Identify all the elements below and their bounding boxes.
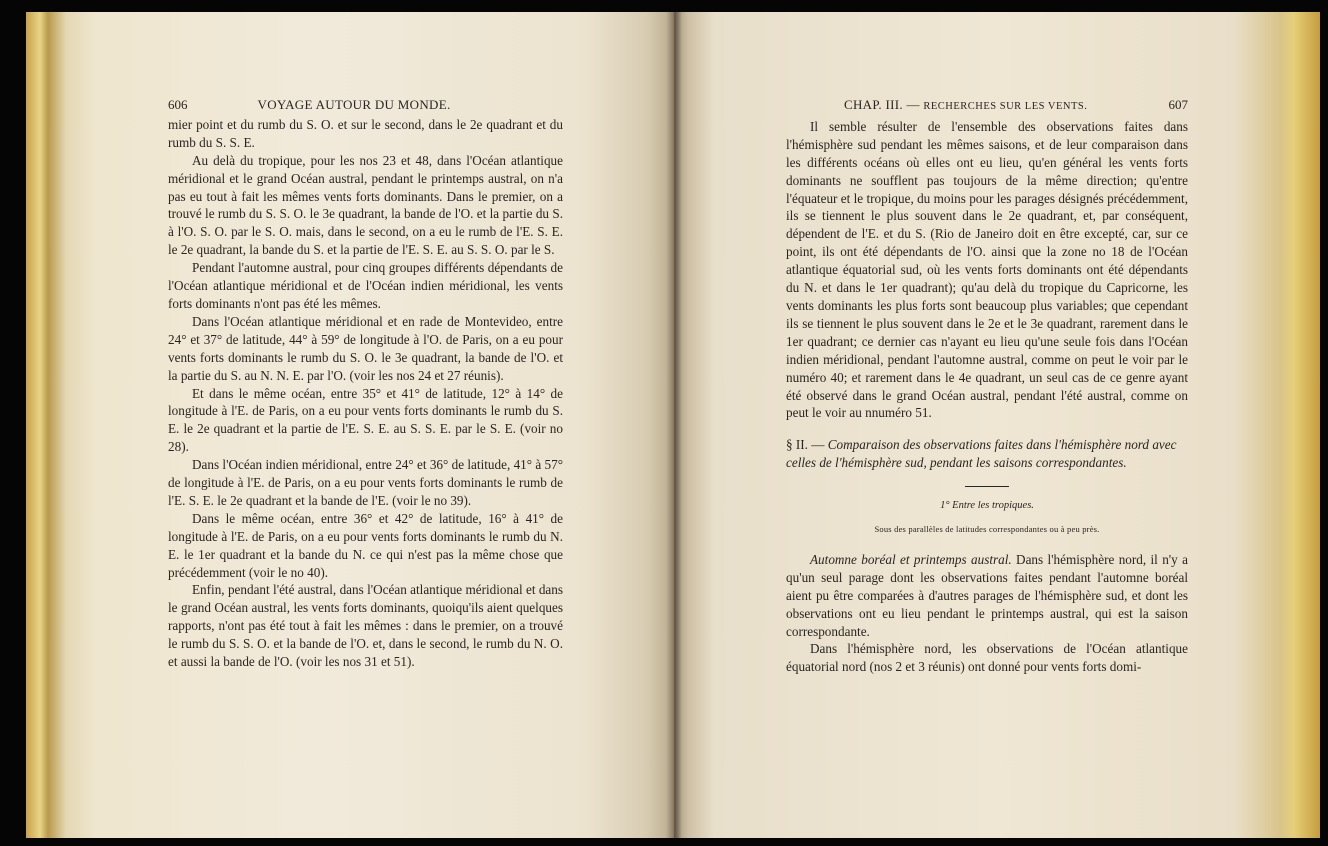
section-divider: [965, 486, 1009, 487]
left-page-header: [168, 96, 563, 114]
section-title: Comparaison des observations faites dans l'hémisphère nord avec celles de l'hémisphère sud, pendant les saisons correspondantes.: [786, 437, 1177, 471]
chapter-title: RECHERCHES SUR LES VENTS.: [923, 101, 1088, 112]
section-heading: [786, 436, 1188, 472]
left-page-number: 606: [168, 97, 188, 112]
paragraph: Il semble résulter de l'ensemble des observations faites dans l'hémisphère sud pendant les mêmes saisons, et de leur comparaison dans les différents océans où elles ont eu lieu, qu'en général les vents forts dominants ne soufflent pas toujours de la même direction; qu'entre l'équateur et le tropique, du moins pour les parages désignés précédemment, ils se tiennent le plus souvent dans le 2e quadrant, et, par conséquent, dépendent de l'E. et du S. (Rio de Janeiro doit en être excepté, car, sur ce point, ils ont été dépendants de l'O. ainsi que la zone no 18 de l'Océan atlantique équatorial sud, où les vents forts dominants ont été dépendants du N. et dans le 1er quadrant); qu'au delà du tropique du Capricorne, les vents dominants les plus forts sont beaucoup plus variables; que cependant ils se tiennent le plus souvent dans le 2e et le 3e quadrant, rarement dans le 1er quadrant; ce dernier cas n'ayant eu lieu qu'une seule fois dans l'Océan indien méridional, pendant l'automne austral, comme on peut le voir par le numéro 40; et rarement dans le 4e quadrant, un seul cas de ce genre ayant été observé dans le grand Océan austral, pendant l'été austral, comme on peut le voir au nnuméro 51.: [786, 118, 1188, 421]
right-page-text: [786, 96, 1188, 676]
left-page-text: [168, 96, 563, 671]
spacer: [786, 539, 1188, 551]
subheading-note: Sous des parallèles de latitudes correspondantes ou à peu près.: [874, 524, 1100, 535]
right-page-running-title: [844, 96, 1087, 116]
left-page-running-title: VOYAGE AUTOUR DU MONDE.: [257, 97, 451, 112]
subheading: [786, 497, 1188, 515]
paragraph: Dans l'Océan atlantique méridional et en rade de Montevideo, entre 24° et 37° de latitude, 44° à 59° de longitude à l'O. de Paris, on a eu pour vents forts dominants le rumb du S. O. le 3e quadrant, la bande de l'O. et la partie du S. au N. N. E. par l'O. (voir les nos 24 et 27 réunis).: [168, 313, 563, 383]
paragraph-lead: Automne boréal et printemps austral.: [810, 551, 1012, 567]
paragraph: Enfin, pendant l'été austral, dans l'Océan atlantique méridional et dans le grand Océan austral, les vents forts dominants, quoiqu'ils aient quelques rapports, n'ont pas été tout à fait les mêmes : dans le premier, on a trouvé le rumb du S. S. O. et la bande de l'O. et, dans le second, le rumb du N. O. et aussi la bande de l'O. (voir les nos 31 et 51).: [168, 582, 563, 670]
paragraph: Au delà du tropique, pour les nos 23 et 48, dans l'Océan atlantique méridional et le grand Océan austral, pendant le printemps austral, on n'a pas eu tout à fait les mêmes vents forts dominants. Dans le premier, on a trouvé le rumb du S. S. O. le 3e quadrant, la bande de l'O. et la partie du S. à l'O. S. O. par le S. O. mais, dans le second, on a eu le rumb de l'E. S. E. le 2e quadrant, la bande du S. et la partie de l'E. S. E. au S. S. O. par le S.: [168, 152, 563, 258]
paragraph: Dans le même océan, entre 36° et 42° de latitude, 16° à 41° de longitude à l'E. de Paris, on a eu pour vents forts dominants le rumb du N. E. le 1er quadrant et la bande du N. ce qui n'est pas la même chose que précédemment (voir le no 40).: [168, 510, 563, 580]
paragraph: Dans l'hémisphère nord, les observations de l'Océan atlantique équatorial nord (nos 2 et 3 réunis) ont donné pour vents forts domi-: [786, 641, 1188, 675]
paragraph: [786, 551, 1188, 641]
paragraph: Et dans le même océan, entre 35° et 41° de latitude, 12° à 14° de longitude à l'E. de Paris, on a eu pour vents forts dominants le rumb du S. E. le 2e quadrant et la partie de l'E. S. E. au S. S. E. par le S. E. (voir no 28).: [168, 385, 563, 455]
paragraph: mier point et du rumb du S. O. et sur le second, dans le 2e quadrant et du rumb du S. S. E.: [168, 116, 563, 150]
right-page-number: 607: [1168, 97, 1188, 112]
section-number: § II. —: [786, 437, 828, 453]
book-gutter: [666, 12, 682, 838]
subheading-text: 1° Entre les tropiques.: [940, 500, 1034, 512]
paragraph: Pendant l'automne austral, pour cinq groupes différents dépendants de l'Océan atlantique méridional et de l'Océan indien méridional, les vents forts dominants n'ont pas été les mêmes.: [168, 260, 563, 311]
right-page-header: [786, 96, 1188, 116]
paragraph: Dans l'Océan indien méridional, entre 24° et 36° de latitude, 41° à 57° de longitude à l'E. de Paris, on a eu pour vents forts dominants le rumb de l'E. S. E. le 2e quadrant et la bande de l'E. (voir le no 39).: [168, 457, 563, 508]
paragraph-body: Dans l'hémisphère nord, il n'y a qu'un seul parage dont les observations faites pendant l'automne boréal aient pu être comparées à d'autres parages de l'hémisphère sud, et dont les observations ont eu lieu pendant le printemps austral, qui est la saison correspondante.: [786, 551, 1188, 639]
chapter-label: CHAP. III. —: [844, 97, 924, 112]
